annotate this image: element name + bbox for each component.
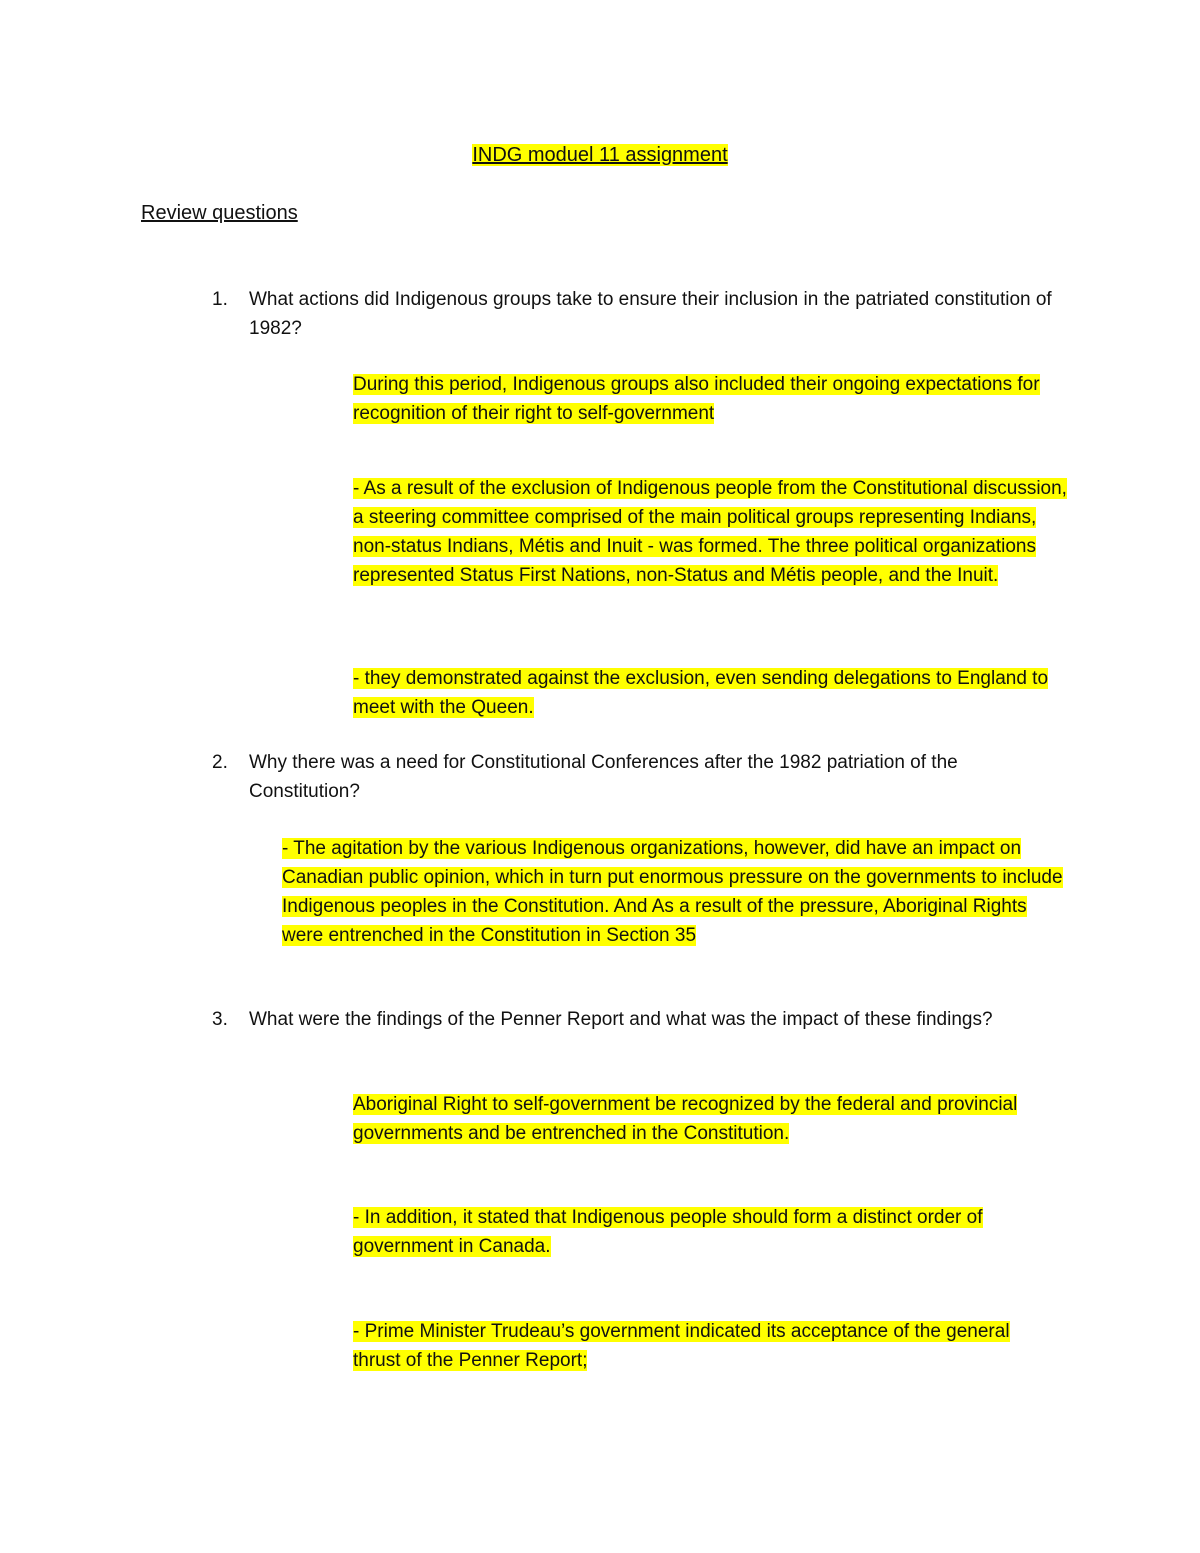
- question-2: [212, 748, 1062, 806]
- answer-1-1: [353, 370, 1073, 428]
- highlighted-answer: - In addition, it stated that Indigenous people should form a distinct order of government in Canada.: [353, 1207, 983, 1257]
- question-1: [212, 285, 1062, 343]
- document-title: [0, 140, 1200, 170]
- question-text: What actions did Indigenous groups take to ensure their inclusion in the patriated constitution of 1982?: [249, 289, 1052, 339]
- answer-3-3: [353, 1317, 1043, 1375]
- answer-3-2: [353, 1203, 1068, 1261]
- section-heading: Review questions: [141, 202, 298, 224]
- question-3: [212, 1005, 1062, 1034]
- highlighted-answer: During this period, Indigenous groups also included their ongoing expectations for recognition of their right to self-government: [353, 374, 1040, 424]
- question-number: 2.: [212, 752, 228, 773]
- answer-3-1: [353, 1090, 1053, 1148]
- highlighted-answer: Aboriginal Right to self-government be recognized by the federal and provincial governments and be entrenched in the Constitution.: [353, 1094, 1018, 1144]
- highlighted-answer: - As a result of the exclusion of Indigenous people from the Constitutional discussion, a steering committee comprised of the main political groups representing Indians, non-status Indians, Métis and Inuit - was formed. The three political organizations represented Status First Nations, non-Status and Métis people, and the Inuit.: [353, 478, 1067, 586]
- answer-1-2: [353, 474, 1068, 590]
- question-text: What were the findings of the Penner Report and what was the impact of these findings?: [249, 1009, 993, 1030]
- answer-2-1: [282, 834, 1072, 950]
- highlighted-answer: - Prime Minister Trudeau’s government indicated its acceptance of the general thrust of the Penner Report;: [353, 1321, 1010, 1371]
- answer-1-3: [353, 664, 1053, 722]
- document-title-text: INDG moduel 11 assignment: [472, 144, 728, 166]
- question-text: Why there was a need for Constitutional Conferences after the 1982 patriation of the Constitution?: [249, 752, 958, 802]
- highlighted-answer: - The agitation by the various Indigenous organizations, however, did have an impact on Canadian public opinion, which in turn put enormous pressure on the governments to include Indigenous peoples in the Constitution. And As a result of the pressure, Aboriginal Rights were entrenched in the Constitution in Section 35: [282, 838, 1063, 946]
- question-number: 1.: [212, 289, 228, 310]
- highlighted-answer: - they demonstrated against the exclusion, even sending delegations to England to meet with the Queen.: [353, 668, 1049, 718]
- question-number: 3.: [212, 1009, 228, 1030]
